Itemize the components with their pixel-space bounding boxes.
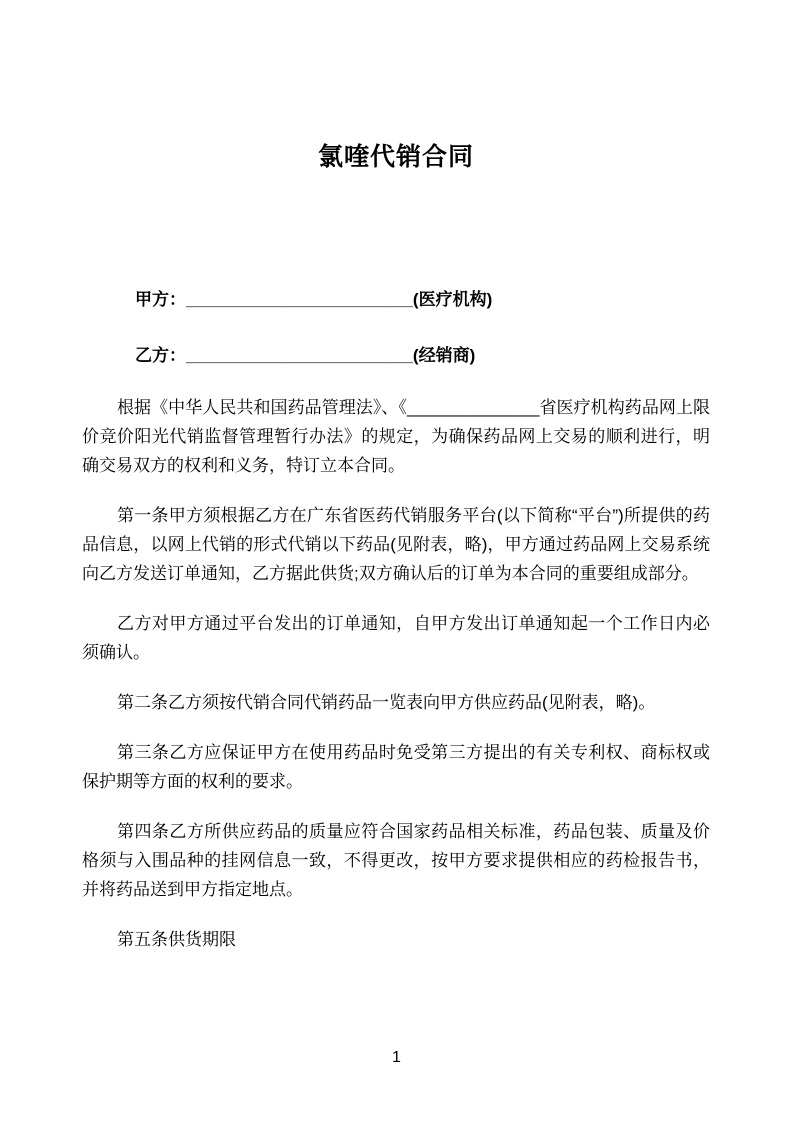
party-b-role: (经销商) xyxy=(412,346,476,365)
preamble-paragraph: 根据《中华人民共和国药品管理法》、《______________省医疗机构药品网上限价竞价阳光代销监督管理暂行办法》的规定，为确保药品网上交易的顺利进行，明确交易双方的权利和义务，特订立本合同。 xyxy=(82,398,710,475)
party-a-role: (医疗机构) xyxy=(412,290,493,309)
party-b-label: 乙方： xyxy=(135,346,186,365)
party-a-label: 甲方： xyxy=(135,290,186,309)
party-b-line xyxy=(82,341,710,370)
clause-4-paragraph: 第四条乙方所供应药品的质量应符合国家药品相关标准，药品包装、质量及价格须与入围品种的挂网信息一致，不得更改，按甲方要求提供相应的药检报告书，并将药品送到甲方指定地点。 xyxy=(82,822,710,899)
party-a-blank-line: ________________________ xyxy=(186,290,413,309)
clause-5-heading-paragraph: 第五条供货期限 xyxy=(117,930,236,949)
contract-body xyxy=(82,393,710,954)
party-a-line xyxy=(82,285,710,314)
party-b-blank-line: ________________________ xyxy=(186,346,413,365)
parties-section xyxy=(82,285,710,370)
clause-1-confirmation-paragraph: 乙方对甲方通过平台发出的订单通知，自甲方发出订单通知起一个工作日内必须确认。 xyxy=(82,614,710,662)
clause-1-paragraph: 第一条甲方须根据乙方在广东省医药代销服务平台(以下简称“平台”)所提供的药品信息，以网上代销的形式代销以下药品(见附表，略)，甲方通过药品网上交易系统向乙方发送订单通知，乙方据此供货;双方确认后的订单为本合同的重要组成部分。 xyxy=(82,506,710,583)
page-number: 1 xyxy=(392,1049,401,1066)
clause-2-paragraph: 第二条乙方须按代销合同代销药品一览表向甲方供应药品(见附表，略)。 xyxy=(117,693,656,712)
clause-3-paragraph: 第三条乙方应保证甲方在使用药品时免受第三方提出的有关专利权、商标权或保护期等方面的权利的要求。 xyxy=(82,743,710,791)
contract-title: 氯喹代销合同 xyxy=(317,143,474,171)
